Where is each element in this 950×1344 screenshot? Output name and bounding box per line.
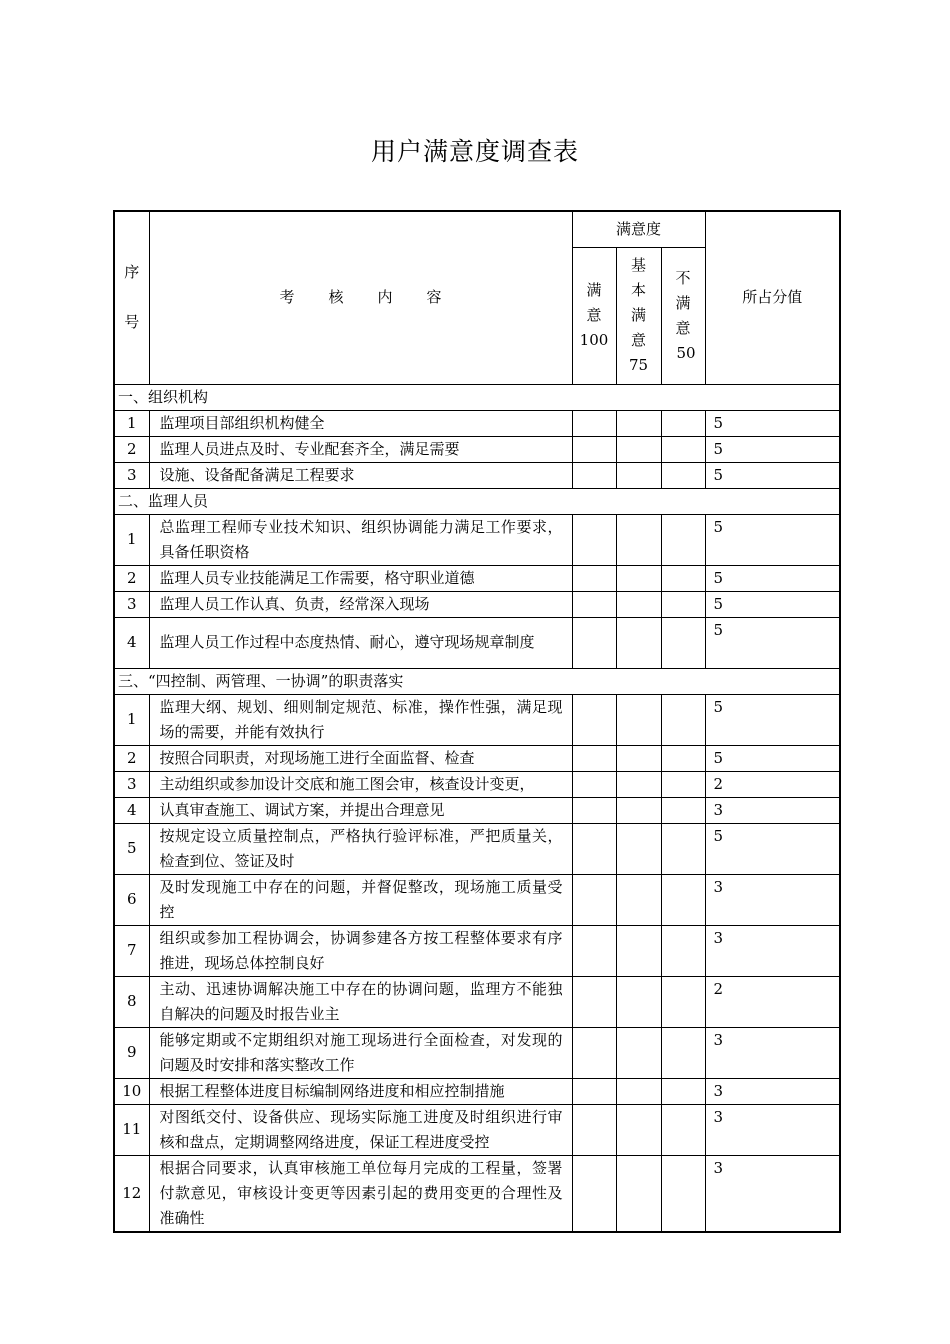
satisfied-cell[interactable] — [572, 591, 616, 617]
hdr-basic-0: 基 — [630, 256, 646, 274]
satisfied-cell[interactable] — [572, 874, 616, 925]
hdr-unsat-3: 50 — [676, 343, 696, 362]
row-content: 设施、设备配备满足工程要求 — [149, 462, 572, 488]
row-number: 7 — [114, 925, 149, 976]
row-content: 监理大纲、规划、细则制定规范、标准，操作性强，满足现场的需要，并能有效执行 — [149, 694, 572, 745]
row-content: 监理人员进点及时、专业配套齐全，满足需要 — [149, 436, 572, 462]
hdr-basic-2: 满 — [630, 306, 646, 324]
unsatisfied-cell[interactable] — [661, 797, 705, 823]
header-satisfied — [572, 247, 616, 384]
table-row — [114, 410, 840, 436]
row-content: 主动组织或参加设计交底和施工图会审，核查设计变更， — [149, 771, 572, 797]
basic-satisfied-cell[interactable] — [616, 976, 661, 1027]
score-value: 3 — [705, 925, 840, 976]
row-number: 1 — [114, 694, 149, 745]
unsatisfied-cell[interactable] — [661, 462, 705, 488]
row-content: 按照合同职责，对现场施工进行全面监督、检查 — [149, 745, 572, 771]
satisfied-cell[interactable] — [572, 1078, 616, 1104]
score-value: 2 — [705, 976, 840, 1027]
table-row — [114, 745, 840, 771]
satisfied-cell[interactable] — [572, 514, 616, 565]
basic-satisfied-cell[interactable] — [616, 462, 661, 488]
section-header — [114, 488, 840, 514]
table-row — [114, 514, 840, 565]
unsatisfied-cell[interactable] — [661, 565, 705, 591]
basic-satisfied-cell[interactable] — [616, 694, 661, 745]
basic-satisfied-cell[interactable] — [616, 514, 661, 565]
header-index-top: 序 — [124, 263, 140, 282]
row-content: 及时发现施工中存在的问题，并督促整改，现场施工质量受控 — [149, 874, 572, 925]
satisfied-cell[interactable] — [572, 1104, 616, 1155]
satisfied-cell[interactable] — [572, 410, 616, 436]
score-value: 5 — [705, 410, 840, 436]
row-number: 4 — [114, 617, 149, 668]
unsatisfied-cell[interactable] — [661, 1104, 705, 1155]
unsatisfied-cell[interactable] — [661, 694, 705, 745]
satisfied-cell[interactable] — [572, 1027, 616, 1078]
satisfied-cell[interactable] — [572, 694, 616, 745]
section-header — [114, 668, 840, 694]
row-content: 监理项目部组织机构健全 — [149, 410, 572, 436]
hdr-satisfied-1: 意 — [586, 306, 602, 324]
unsatisfied-cell[interactable] — [661, 410, 705, 436]
unsatisfied-cell[interactable] — [661, 1155, 705, 1232]
unsatisfied-cell[interactable] — [661, 745, 705, 771]
satisfied-cell[interactable] — [572, 462, 616, 488]
unsatisfied-cell[interactable] — [661, 1027, 705, 1078]
score-value: 5 — [705, 745, 840, 771]
row-content: 总监理工程师专业技术知识、组织协调能力满足工作要求，具备任职资格 — [149, 514, 572, 565]
table-row — [114, 617, 840, 668]
table-row — [114, 1027, 840, 1078]
table-row — [114, 462, 840, 488]
score-value: 5 — [705, 617, 840, 668]
satisfied-cell[interactable] — [572, 565, 616, 591]
table-row — [114, 591, 840, 617]
row-number: 4 — [114, 797, 149, 823]
basic-satisfied-cell[interactable] — [616, 1078, 661, 1104]
hdr-unsat-2: 意 — [675, 318, 691, 337]
row-number: 2 — [114, 436, 149, 462]
section-title: 一、组织机构 — [114, 384, 840, 410]
score-value: 3 — [705, 1027, 840, 1078]
satisfied-cell[interactable] — [572, 1155, 616, 1232]
satisfied-cell[interactable] — [572, 745, 616, 771]
row-number: 9 — [114, 1027, 149, 1078]
table-row — [114, 1155, 840, 1232]
score-value: 5 — [705, 514, 840, 565]
unsatisfied-cell[interactable] — [661, 436, 705, 462]
score-value: 5 — [705, 591, 840, 617]
row-content: 组织或参加工程协调会，协调参建各方按工程整体要求有序推进，现场总体控制良好 — [149, 925, 572, 976]
row-content: 认真审查施工、调试方案，并提出合理意见 — [149, 797, 572, 823]
table-row — [114, 823, 840, 874]
row-content: 监理人员工作过程中态度热情、耐心，遵守现场规章制度 — [149, 617, 572, 668]
table-row — [114, 436, 840, 462]
score-value: 3 — [705, 1078, 840, 1104]
score-value: 5 — [705, 823, 840, 874]
basic-satisfied-cell[interactable] — [616, 745, 661, 771]
score-value: 3 — [705, 1155, 840, 1232]
section-title: 二、监理人员 — [114, 488, 840, 514]
row-number: 10 — [114, 1078, 149, 1104]
satisfied-cell[interactable] — [572, 436, 616, 462]
basic-satisfied-cell[interactable] — [616, 436, 661, 462]
unsatisfied-cell[interactable] — [661, 617, 705, 668]
section-header — [114, 384, 840, 410]
row-number: 8 — [114, 976, 149, 1027]
unsatisfied-cell[interactable] — [661, 1078, 705, 1104]
row-number: 5 — [114, 823, 149, 874]
table-row — [114, 1104, 840, 1155]
unsatisfied-cell[interactable] — [661, 874, 705, 925]
row-number: 3 — [114, 771, 149, 797]
unsatisfied-cell[interactable] — [661, 823, 705, 874]
score-value: 5 — [705, 462, 840, 488]
table-row — [114, 694, 840, 745]
basic-satisfied-cell[interactable] — [616, 410, 661, 436]
header-content-label: 考核内容 — [279, 288, 476, 307]
unsatisfied-cell[interactable] — [661, 976, 705, 1027]
header-basic-satisfied — [616, 247, 661, 384]
basic-satisfied-cell[interactable] — [616, 771, 661, 797]
table-row — [114, 976, 840, 1027]
hdr-basic-3: 意 — [630, 331, 646, 349]
satisfied-cell[interactable] — [572, 617, 616, 668]
unsatisfied-cell[interactable] — [661, 591, 705, 617]
row-number: 3 — [114, 591, 149, 617]
header-satisfaction: 满意度 — [572, 211, 705, 247]
page-title: 用户满意度调查表 — [370, 137, 579, 166]
hdr-satisfied-0: 满 — [586, 281, 602, 299]
row-content: 按规定设立质量控制点，严格执行验评标准，严把质量关，检查到位、签证及时 — [149, 823, 572, 874]
score-value: 3 — [705, 874, 840, 925]
row-number: 2 — [114, 565, 149, 591]
basic-satisfied-cell[interactable] — [616, 925, 661, 976]
survey-table — [113, 210, 841, 1233]
basic-satisfied-cell[interactable] — [616, 1104, 661, 1155]
header-content — [149, 211, 572, 384]
unsatisfied-cell[interactable] — [661, 771, 705, 797]
score-value: 5 — [705, 436, 840, 462]
score-value: 2 — [705, 771, 840, 797]
row-number: 1 — [114, 410, 149, 436]
score-value: 5 — [705, 694, 840, 745]
table-row — [114, 925, 840, 976]
header-unsatisfied — [661, 247, 705, 384]
table-row — [114, 797, 840, 823]
row-content: 监理人员专业技能满足工作需要，格守职业道德 — [149, 565, 572, 591]
score-value: 3 — [705, 797, 840, 823]
row-number: 11 — [114, 1104, 149, 1155]
row-content: 能够定期或不定期组织对施工现场进行全面检查，对发现的问题及时安排和落实整改工作 — [149, 1027, 572, 1078]
unsatisfied-cell[interactable] — [661, 514, 705, 565]
score-value: 3 — [705, 1104, 840, 1155]
section-title: 三、“四控制、两管理、一协调”的职责落实 — [114, 668, 840, 694]
score-value: 5 — [705, 565, 840, 591]
row-number: 3 — [114, 462, 149, 488]
row-content: 根据合同要求，认真审核施工单位每月完成的工程量，签署付款意见，审核设计变更等因素引起的费用变更的合理性及准确性 — [149, 1155, 572, 1232]
basic-satisfied-cell[interactable] — [616, 823, 661, 874]
hdr-basic-1: 本 — [630, 281, 646, 299]
header-index — [114, 211, 149, 384]
row-number: 1 — [114, 514, 149, 565]
row-number: 6 — [114, 874, 149, 925]
hdr-basic-4: 75 — [628, 356, 649, 374]
satisfied-cell[interactable] — [572, 823, 616, 874]
hdr-unsat-0: 不 — [675, 268, 691, 287]
satisfied-cell[interactable] — [572, 925, 616, 976]
satisfied-cell[interactable] — [572, 976, 616, 1027]
table-row — [114, 874, 840, 925]
row-content: 监理人员工作认真、负责，经常深入现场 — [149, 591, 572, 617]
unsatisfied-cell[interactable] — [661, 925, 705, 976]
basic-satisfied-cell[interactable] — [616, 1027, 661, 1078]
basic-satisfied-cell[interactable] — [616, 591, 661, 617]
basic-satisfied-cell[interactable] — [616, 874, 661, 925]
row-number: 2 — [114, 745, 149, 771]
hdr-satisfied-2: 100 — [579, 331, 609, 349]
table-row — [114, 565, 840, 591]
row-content: 根据工程整体进度目标编制网络进度和相应控制措施 — [149, 1078, 572, 1104]
table-row — [114, 771, 840, 797]
table-row — [114, 1078, 840, 1104]
row-content: 对图纸交付、设备供应、现场实际施工进度及时组织进行审核和盘点，定期调整网络进度，保证工程进度受控 — [149, 1104, 572, 1155]
header-index-bottom: 号 — [124, 313, 140, 332]
hdr-unsat-1: 满 — [675, 293, 691, 312]
row-number: 12 — [114, 1155, 149, 1232]
basic-satisfied-cell[interactable] — [616, 797, 661, 823]
basic-satisfied-cell[interactable] — [616, 617, 661, 668]
row-content: 主动、迅速协调解决施工中存在的协调问题，监理方不能独自解决的问题及时报告业主 — [149, 976, 572, 1027]
satisfied-cell[interactable] — [572, 771, 616, 797]
header-score: 所占分值 — [705, 211, 840, 384]
satisfied-cell[interactable] — [572, 797, 616, 823]
basic-satisfied-cell[interactable] — [616, 1155, 661, 1232]
basic-satisfied-cell[interactable] — [616, 565, 661, 591]
